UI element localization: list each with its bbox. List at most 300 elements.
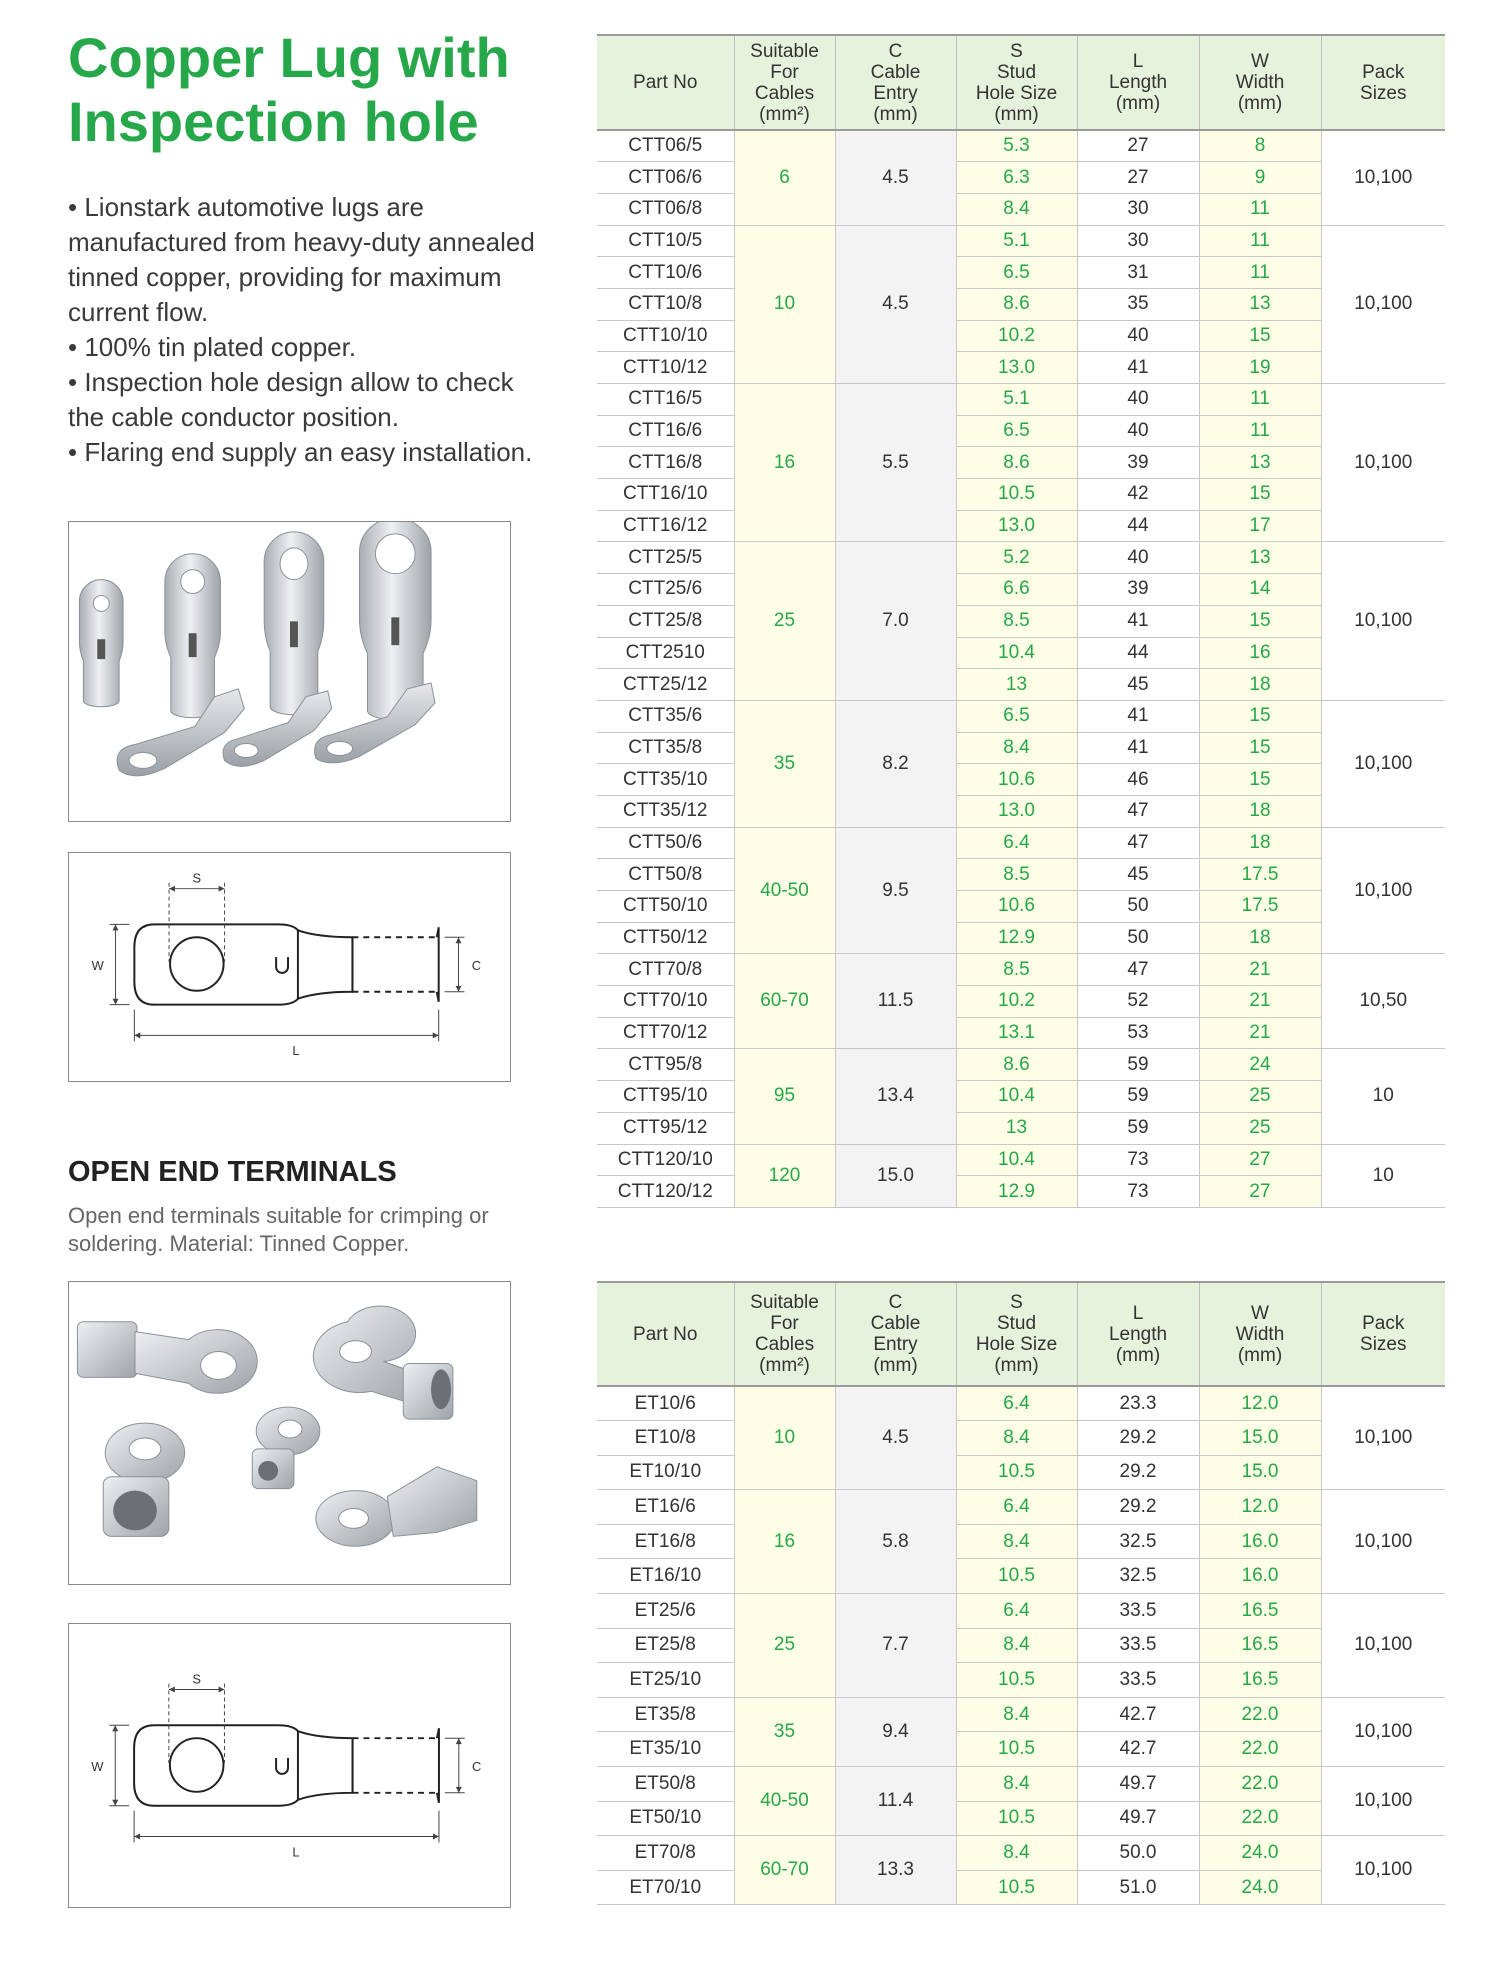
col-header-stud: S Stud Hole Size (mm) bbox=[956, 35, 1077, 130]
cell-width: 19 bbox=[1199, 352, 1321, 384]
section-title-open-end: OPEN END TERMINALS bbox=[68, 1156, 397, 1188]
table-row bbox=[597, 986, 1445, 1018]
cell-length: 33.5 bbox=[1077, 1594, 1199, 1629]
cell-width: 17 bbox=[1199, 510, 1321, 542]
cell-width: 18 bbox=[1199, 669, 1321, 701]
cell-stud-size: 10.6 bbox=[956, 891, 1077, 923]
cell-stud-size: 6.3 bbox=[956, 162, 1077, 194]
table-row bbox=[597, 1524, 1445, 1559]
cell-pack-size: 10,100 bbox=[1321, 1697, 1445, 1766]
cell-stud-size: 10.5 bbox=[956, 1559, 1077, 1594]
table-row bbox=[597, 605, 1445, 637]
table-row bbox=[597, 700, 1445, 732]
cell-length: 50.0 bbox=[1077, 1836, 1199, 1871]
cell-part-no: ET10/6 bbox=[597, 1386, 734, 1421]
copper-lug-spec-table bbox=[597, 34, 1445, 1208]
col-header-cable-entry: C Cable Entry (mm) bbox=[835, 1282, 956, 1386]
cell-width: 15 bbox=[1199, 605, 1321, 637]
cell-part-no: CTT35/12 bbox=[597, 795, 734, 827]
cell-length: 41 bbox=[1077, 605, 1199, 637]
cell-part-no: ET16/8 bbox=[597, 1524, 734, 1559]
cell-cable-size: 95 bbox=[734, 1049, 835, 1144]
cell-part-no: ET16/6 bbox=[597, 1490, 734, 1525]
cell-cable-entry: 5.8 bbox=[835, 1490, 956, 1594]
section-desc-open-end: Open end terminals suitable for crimping or soldering. Material: Tinned Copper. bbox=[68, 1203, 489, 1256]
cell-part-no: CTT10/8 bbox=[597, 288, 734, 320]
cell-cable-entry: 7.0 bbox=[835, 542, 956, 700]
cell-width: 21 bbox=[1199, 954, 1321, 986]
feature-item: • Lionstark automotive lugs are manufactured from heavy-duty annealed tinned copper, providing for maximum current flow. bbox=[68, 192, 535, 327]
cell-cable-size: 10 bbox=[734, 1386, 835, 1490]
table-row bbox=[597, 1594, 1445, 1629]
cell-cable-size: 16 bbox=[734, 1490, 835, 1594]
table-row bbox=[597, 1732, 1445, 1767]
cell-width: 15 bbox=[1199, 732, 1321, 764]
cell-cable-size: 40-50 bbox=[734, 827, 835, 954]
cell-length: 50 bbox=[1077, 922, 1199, 954]
cell-stud-size: 8.4 bbox=[956, 1836, 1077, 1871]
cell-stud-size: 10.5 bbox=[956, 1455, 1077, 1490]
dim-label-c: C bbox=[471, 957, 482, 973]
table-row bbox=[597, 1455, 1445, 1490]
cell-stud-size: 6.4 bbox=[956, 1594, 1077, 1629]
col-header-pack: Pack Sizes bbox=[1321, 35, 1445, 130]
cell-cable-entry: 4.5 bbox=[835, 225, 956, 383]
cell-part-no: CTT50/8 bbox=[597, 859, 734, 891]
cell-length: 32.5 bbox=[1077, 1524, 1199, 1559]
cell-width: 16.5 bbox=[1199, 1663, 1321, 1698]
cell-width: 13 bbox=[1199, 542, 1321, 574]
cell-stud-size: 6.6 bbox=[956, 574, 1077, 606]
cell-width: 13 bbox=[1199, 447, 1321, 479]
cell-stud-size: 6.4 bbox=[956, 827, 1077, 859]
table-row bbox=[597, 288, 1445, 320]
open-end-terminal-spec-table bbox=[597, 1281, 1445, 1905]
cell-length: 29.2 bbox=[1077, 1490, 1199, 1525]
cell-width: 8 bbox=[1199, 130, 1321, 162]
cell-width: 15.0 bbox=[1199, 1455, 1321, 1490]
cell-part-no: CTT95/12 bbox=[597, 1112, 734, 1144]
cell-width: 25 bbox=[1199, 1081, 1321, 1113]
cell-part-no: CTT10/10 bbox=[597, 320, 734, 352]
cell-cable-size: 25 bbox=[734, 542, 835, 700]
cell-length: 30 bbox=[1077, 193, 1199, 225]
cell-length: 59 bbox=[1077, 1049, 1199, 1081]
cell-width: 17.5 bbox=[1199, 891, 1321, 923]
cell-width: 18 bbox=[1199, 827, 1321, 859]
cell-cable-entry: 11.5 bbox=[835, 954, 956, 1049]
cell-part-no: CTT06/6 bbox=[597, 162, 734, 194]
table-row bbox=[597, 1144, 1445, 1176]
table-row bbox=[597, 130, 1445, 162]
cell-length: 73 bbox=[1077, 1144, 1199, 1176]
cell-width: 11 bbox=[1199, 415, 1321, 447]
cell-length: 44 bbox=[1077, 510, 1199, 542]
cell-part-no: CTT06/5 bbox=[597, 130, 734, 162]
cell-cable-entry: 7.7 bbox=[835, 1594, 956, 1698]
cell-width: 22.0 bbox=[1199, 1767, 1321, 1802]
cell-stud-size: 13.0 bbox=[956, 352, 1077, 384]
cell-width: 25 bbox=[1199, 1112, 1321, 1144]
cell-stud-size: 8.6 bbox=[956, 288, 1077, 320]
cell-width: 24.0 bbox=[1199, 1836, 1321, 1871]
col-header-length: L Length (mm) bbox=[1077, 35, 1199, 130]
cell-part-no: CTT16/8 bbox=[597, 447, 734, 479]
table-row bbox=[597, 510, 1445, 542]
cell-length: 40 bbox=[1077, 415, 1199, 447]
cell-width: 11 bbox=[1199, 257, 1321, 289]
cell-length: 47 bbox=[1077, 954, 1199, 986]
cell-length: 35 bbox=[1077, 288, 1199, 320]
cell-cable-size: 35 bbox=[734, 700, 835, 827]
cell-width: 22.0 bbox=[1199, 1697, 1321, 1732]
cell-stud-size: 10.4 bbox=[956, 1144, 1077, 1176]
table-row bbox=[597, 542, 1445, 574]
table-row bbox=[597, 1628, 1445, 1663]
cell-width: 15 bbox=[1199, 764, 1321, 796]
cell-length: 73 bbox=[1077, 1176, 1199, 1208]
cell-stud-size: 8.4 bbox=[956, 193, 1077, 225]
cell-width: 16.0 bbox=[1199, 1559, 1321, 1594]
cell-width: 24 bbox=[1199, 1049, 1321, 1081]
cell-width: 15 bbox=[1199, 700, 1321, 732]
feature-list bbox=[68, 190, 548, 470]
cell-width: 14 bbox=[1199, 574, 1321, 606]
cell-length: 40 bbox=[1077, 320, 1199, 352]
cell-cable-entry: 13.4 bbox=[835, 1049, 956, 1144]
cell-stud-size: 10.5 bbox=[956, 479, 1077, 511]
table-row bbox=[597, 1176, 1445, 1208]
cell-width: 15.0 bbox=[1199, 1421, 1321, 1456]
cell-length: 41 bbox=[1077, 732, 1199, 764]
cell-part-no: CTT16/12 bbox=[597, 510, 734, 542]
table-row bbox=[597, 1421, 1445, 1456]
cell-length: 44 bbox=[1077, 637, 1199, 669]
col-header-cables: Suitable For Cables (mm²) bbox=[734, 1282, 835, 1386]
cell-width: 16 bbox=[1199, 637, 1321, 669]
cell-part-no: ET35/8 bbox=[597, 1697, 734, 1732]
cell-part-no: CTT25/8 bbox=[597, 605, 734, 637]
cell-cable-entry: 11.4 bbox=[835, 1767, 956, 1836]
dim-label-l: L bbox=[292, 1844, 300, 1860]
cell-width: 15 bbox=[1199, 479, 1321, 511]
dim-label-w: W bbox=[91, 1758, 104, 1774]
cell-width: 17.5 bbox=[1199, 859, 1321, 891]
cell-cable-entry: 9.4 bbox=[835, 1697, 956, 1766]
table-row bbox=[597, 1559, 1445, 1594]
cell-width: 11 bbox=[1199, 384, 1321, 416]
cell-length: 31 bbox=[1077, 257, 1199, 289]
cell-width: 21 bbox=[1199, 1017, 1321, 1049]
cell-length: 59 bbox=[1077, 1081, 1199, 1113]
cell-stud-size: 13 bbox=[956, 1112, 1077, 1144]
cell-stud-size: 6.5 bbox=[956, 257, 1077, 289]
table-row bbox=[597, 1870, 1445, 1905]
table-row bbox=[597, 954, 1445, 986]
cell-part-no: ET25/10 bbox=[597, 1663, 734, 1698]
cell-cable-entry: 4.5 bbox=[835, 130, 956, 225]
terminal-dimension-diagram bbox=[68, 1623, 511, 1908]
cell-length: 32.5 bbox=[1077, 1559, 1199, 1594]
cell-stud-size: 13 bbox=[956, 669, 1077, 701]
title-line-2: Inspection hole bbox=[68, 90, 479, 153]
dim-label-s: S bbox=[192, 870, 202, 886]
cell-part-no: CTT50/12 bbox=[597, 922, 734, 954]
cell-pack-size: 10,100 bbox=[1321, 1386, 1445, 1490]
cell-width: 16.5 bbox=[1199, 1594, 1321, 1629]
cell-stud-size: 10.5 bbox=[956, 1801, 1077, 1836]
dim-label-c: C bbox=[472, 1758, 482, 1774]
table-row bbox=[597, 479, 1445, 511]
cell-cable-entry: 5.5 bbox=[835, 384, 956, 542]
cell-width: 15 bbox=[1199, 320, 1321, 352]
title-line-1: Copper Lug with bbox=[68, 26, 510, 89]
table-row bbox=[597, 162, 1445, 194]
cell-width: 12.0 bbox=[1199, 1386, 1321, 1421]
cell-part-no: CTT120/12 bbox=[597, 1176, 734, 1208]
cell-cable-size: 10 bbox=[734, 225, 835, 383]
cell-length: 42 bbox=[1077, 479, 1199, 511]
cell-length: 45 bbox=[1077, 859, 1199, 891]
cell-length: 41 bbox=[1077, 700, 1199, 732]
cell-length: 30 bbox=[1077, 225, 1199, 257]
cell-part-no: CTT06/8 bbox=[597, 193, 734, 225]
cell-cable-size: 6 bbox=[734, 130, 835, 225]
cell-length: 49.7 bbox=[1077, 1767, 1199, 1802]
cell-part-no: CTT10/6 bbox=[597, 257, 734, 289]
cell-stud-size: 8.5 bbox=[956, 605, 1077, 637]
cell-part-no: CTT120/10 bbox=[597, 1144, 734, 1176]
feature-item: • 100% tin plated copper. bbox=[68, 332, 357, 362]
table-row bbox=[597, 574, 1445, 606]
cell-part-no: CTT35/10 bbox=[597, 764, 734, 796]
cell-part-no: CTT25/6 bbox=[597, 574, 734, 606]
cell-cable-size: 16 bbox=[734, 384, 835, 542]
cell-part-no: ET70/10 bbox=[597, 1870, 734, 1905]
cell-part-no: CTT10/5 bbox=[597, 225, 734, 257]
cell-cable-entry: 9.5 bbox=[835, 827, 956, 954]
cell-length: 46 bbox=[1077, 764, 1199, 796]
cell-stud-size: 8.4 bbox=[956, 1524, 1077, 1559]
cell-part-no: CTT50/10 bbox=[597, 891, 734, 923]
cell-length: 39 bbox=[1077, 447, 1199, 479]
table-row bbox=[597, 352, 1445, 384]
cell-stud-size: 10.2 bbox=[956, 320, 1077, 352]
cell-length: 52 bbox=[1077, 986, 1199, 1018]
cell-stud-size: 13.0 bbox=[956, 510, 1077, 542]
cell-width: 24.0 bbox=[1199, 1870, 1321, 1905]
cell-width: 11 bbox=[1199, 225, 1321, 257]
cell-cable-size: 40-50 bbox=[734, 1767, 835, 1836]
cell-stud-size: 5.2 bbox=[956, 542, 1077, 574]
cell-pack-size: 10 bbox=[1321, 1049, 1445, 1144]
table-header-row bbox=[597, 1282, 1445, 1386]
table-row bbox=[597, 1663, 1445, 1698]
col-header-pack: Pack Sizes bbox=[1321, 1282, 1445, 1386]
table-row bbox=[597, 257, 1445, 289]
cell-pack-size: 10,100 bbox=[1321, 700, 1445, 827]
cell-stud-size: 8.5 bbox=[956, 859, 1077, 891]
page-title bbox=[68, 26, 510, 154]
col-header-cable-entry: C Cable Entry (mm) bbox=[835, 35, 956, 130]
cell-pack-size: 10,100 bbox=[1321, 1490, 1445, 1594]
table-row bbox=[597, 1386, 1445, 1421]
table-row bbox=[597, 1767, 1445, 1802]
cell-part-no: ET50/8 bbox=[597, 1767, 734, 1802]
cell-part-no: CTT16/6 bbox=[597, 415, 734, 447]
cell-stud-size: 8.4 bbox=[956, 1421, 1077, 1456]
cell-part-no: CTT10/12 bbox=[597, 352, 734, 384]
cell-pack-size: 10,100 bbox=[1321, 130, 1445, 225]
cell-width: 13 bbox=[1199, 288, 1321, 320]
cell-cable-entry: 15.0 bbox=[835, 1144, 956, 1207]
dim-label-l: L bbox=[292, 1043, 300, 1059]
cell-stud-size: 6.4 bbox=[956, 1386, 1077, 1421]
cell-width: 22.0 bbox=[1199, 1801, 1321, 1836]
cell-part-no: ET10/10 bbox=[597, 1455, 734, 1490]
cell-stud-size: 10.2 bbox=[956, 986, 1077, 1018]
cell-width: 18 bbox=[1199, 795, 1321, 827]
cell-cable-entry: 13.3 bbox=[835, 1836, 956, 1905]
cell-length: 50 bbox=[1077, 891, 1199, 923]
cell-stud-size: 8.4 bbox=[956, 1697, 1077, 1732]
cell-stud-size: 13.0 bbox=[956, 795, 1077, 827]
cell-stud-size: 8.4 bbox=[956, 1767, 1077, 1802]
cell-part-no: ET25/6 bbox=[597, 1594, 734, 1629]
col-header-length: L Length (mm) bbox=[1077, 1282, 1199, 1386]
cell-stud-size: 10.4 bbox=[956, 1081, 1077, 1113]
table-row bbox=[597, 1112, 1445, 1144]
cell-length: 49.7 bbox=[1077, 1801, 1199, 1836]
cell-width: 18 bbox=[1199, 922, 1321, 954]
cell-part-no: CTT70/8 bbox=[597, 954, 734, 986]
cell-length: 45 bbox=[1077, 669, 1199, 701]
table-row bbox=[597, 193, 1445, 225]
cell-width: 16.5 bbox=[1199, 1628, 1321, 1663]
cell-part-no: ET25/8 bbox=[597, 1628, 734, 1663]
table-row bbox=[597, 1081, 1445, 1113]
table-row bbox=[597, 637, 1445, 669]
cell-cable-entry: 8.2 bbox=[835, 700, 956, 827]
cell-length: 29.2 bbox=[1077, 1455, 1199, 1490]
cell-pack-size: 10,100 bbox=[1321, 225, 1445, 383]
table-row bbox=[597, 384, 1445, 416]
cell-length: 42.7 bbox=[1077, 1697, 1199, 1732]
cell-stud-size: 8.6 bbox=[956, 1049, 1077, 1081]
cell-part-no: ET16/10 bbox=[597, 1559, 734, 1594]
table-row bbox=[597, 669, 1445, 701]
table-row bbox=[597, 1801, 1445, 1836]
cell-stud-size: 6.5 bbox=[956, 700, 1077, 732]
cell-length: 39 bbox=[1077, 574, 1199, 606]
cell-stud-size: 10.6 bbox=[956, 764, 1077, 796]
cell-length: 42.7 bbox=[1077, 1732, 1199, 1767]
cell-part-no: ET50/10 bbox=[597, 1801, 734, 1836]
cell-width: 12.0 bbox=[1199, 1490, 1321, 1525]
cell-cable-size: 35 bbox=[734, 1697, 835, 1766]
table-row bbox=[597, 732, 1445, 764]
table-row bbox=[597, 1697, 1445, 1732]
table-row bbox=[597, 795, 1445, 827]
cell-pack-size: 10,100 bbox=[1321, 542, 1445, 700]
cell-pack-size: 10 bbox=[1321, 1144, 1445, 1207]
cell-part-no: CTT95/10 bbox=[597, 1081, 734, 1113]
cell-stud-size: 5.1 bbox=[956, 225, 1077, 257]
dim-label-s: S bbox=[192, 1671, 201, 1687]
cell-cable-size: 120 bbox=[734, 1144, 835, 1207]
cell-width: 9 bbox=[1199, 162, 1321, 194]
cell-part-no: ET70/8 bbox=[597, 1836, 734, 1871]
dim-label-w: W bbox=[91, 957, 104, 973]
cell-pack-size: 10,100 bbox=[1321, 827, 1445, 954]
table-header-row bbox=[597, 35, 1445, 130]
table-row bbox=[597, 415, 1445, 447]
cell-part-no: CTT35/6 bbox=[597, 700, 734, 732]
table-row bbox=[597, 922, 1445, 954]
col-header-part-no: Part No bbox=[597, 35, 734, 130]
cell-stud-size: 10.5 bbox=[956, 1663, 1077, 1698]
cell-part-no: CTT16/5 bbox=[597, 384, 734, 416]
cell-length: 27 bbox=[1077, 162, 1199, 194]
table-row bbox=[597, 1490, 1445, 1525]
col-header-cables: Suitable For Cables (mm²) bbox=[734, 35, 835, 130]
cell-stud-size: 12.9 bbox=[956, 1176, 1077, 1208]
table-row bbox=[597, 1049, 1445, 1081]
cell-width: 27 bbox=[1199, 1144, 1321, 1176]
col-header-width: W Width (mm) bbox=[1199, 1282, 1321, 1386]
cell-stud-size: 8.5 bbox=[956, 954, 1077, 986]
copper-lug-photo bbox=[68, 521, 511, 822]
cell-part-no: CTT70/10 bbox=[597, 986, 734, 1018]
col-header-width: W Width (mm) bbox=[1199, 35, 1321, 130]
cell-width: 27 bbox=[1199, 1176, 1321, 1208]
cell-cable-entry: 4.5 bbox=[835, 1386, 956, 1490]
cell-cable-size: 60-70 bbox=[734, 954, 835, 1049]
cell-stud-size: 10.5 bbox=[956, 1732, 1077, 1767]
cell-stud-size: 13.1 bbox=[956, 1017, 1077, 1049]
cell-width: 11 bbox=[1199, 193, 1321, 225]
table-row bbox=[597, 859, 1445, 891]
cell-stud-size: 6.5 bbox=[956, 415, 1077, 447]
table-row bbox=[597, 320, 1445, 352]
cell-length: 27 bbox=[1077, 130, 1199, 162]
col-header-part-no: Part No bbox=[597, 1282, 734, 1386]
cell-stud-size: 12.9 bbox=[956, 922, 1077, 954]
cell-pack-size: 10,100 bbox=[1321, 1836, 1445, 1905]
feature-item: • Inspection hole design allow to check the cable conductor position. bbox=[68, 367, 514, 432]
cell-length: 40 bbox=[1077, 542, 1199, 574]
cell-cable-size: 25 bbox=[734, 1594, 835, 1698]
cell-part-no: CTT2510 bbox=[597, 637, 734, 669]
cell-part-no: ET10/8 bbox=[597, 1421, 734, 1456]
cell-stud-size: 10.4 bbox=[956, 637, 1077, 669]
cell-stud-size: 5.3 bbox=[956, 130, 1077, 162]
cell-length: 47 bbox=[1077, 827, 1199, 859]
cell-length: 53 bbox=[1077, 1017, 1199, 1049]
cell-width: 22.0 bbox=[1199, 1732, 1321, 1767]
table-row bbox=[597, 1836, 1445, 1871]
cell-part-no: ET35/10 bbox=[597, 1732, 734, 1767]
cell-length: 40 bbox=[1077, 384, 1199, 416]
cell-cable-size: 60-70 bbox=[734, 1836, 835, 1905]
cell-length: 33.5 bbox=[1077, 1663, 1199, 1698]
lug-dimension-diagram bbox=[68, 852, 511, 1082]
table-row bbox=[597, 447, 1445, 479]
cell-length: 59 bbox=[1077, 1112, 1199, 1144]
cell-part-no: CTT95/8 bbox=[597, 1049, 734, 1081]
cell-part-no: CTT25/5 bbox=[597, 542, 734, 574]
cell-width: 16.0 bbox=[1199, 1524, 1321, 1559]
